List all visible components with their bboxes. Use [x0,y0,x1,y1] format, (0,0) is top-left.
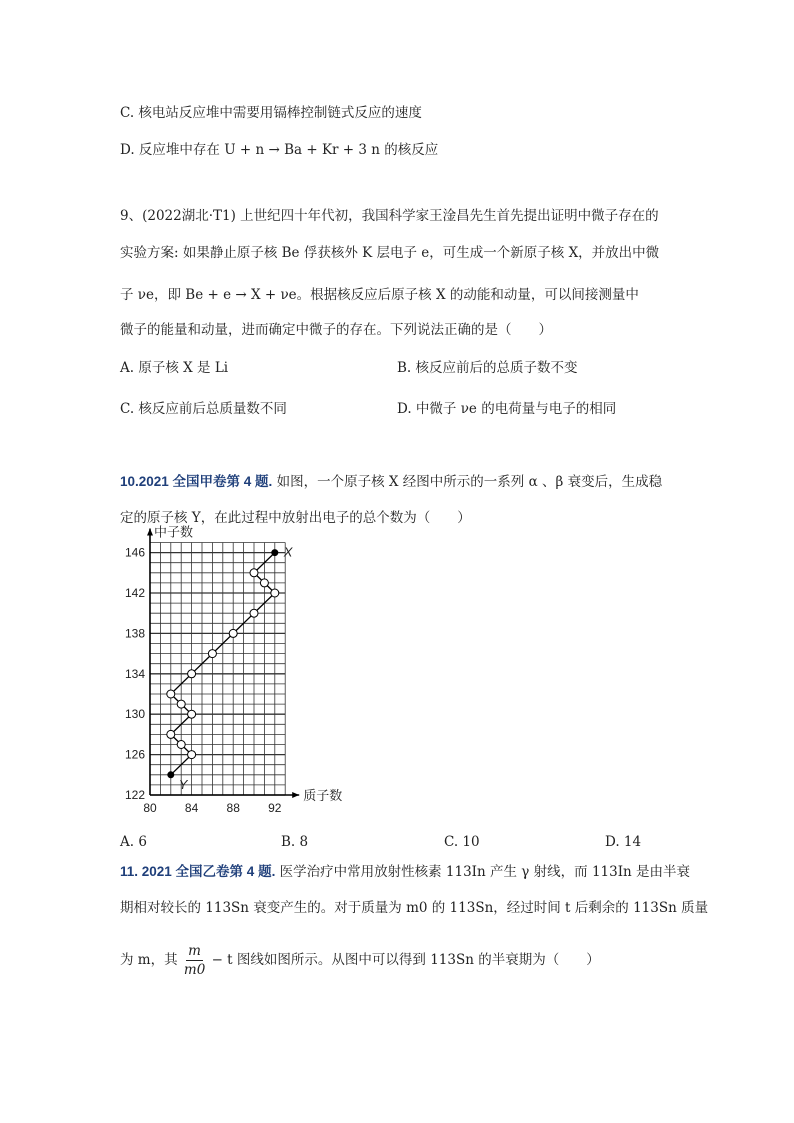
q9-option-b: B. 核反应前后的总质子数不变 [397,360,578,376]
mass-ratio-fraction: $\frac{m}{m0}$ [183,943,206,978]
decay-chart [115,524,355,825]
q11-line-1: 11. 2021 全国乙卷第 4 题. 医学治疗中常用放射性核素 113In 产生 γ 射线，而 113In 是由半衰 [120,864,691,880]
y-axis-label: 中子数 [154,524,194,540]
q10-header: 10.2021 全国甲卷第 4 题. [120,474,273,489]
q9-line-3: 子 νe，即 Be + e → X + νe。根据核反应后原子核 X 的动能和动量，可以间接测量中 [120,287,639,303]
x-axis-label: 质子数 [303,788,343,803]
q9-line-2: 实验方案: 如果静止原子核 Be 俘获核外 K 层电子 e，可生成一个新原子核 X，并放出中微 [120,245,660,261]
decay-point [250,609,258,617]
x-tick-label: 80 [143,801,157,815]
x-tick-label: 88 [226,801,240,815]
decay-point [188,710,196,718]
q8-option-c: C. 核电站反应堆中需要用镉棒控制链式反应的速度 [120,105,422,121]
decay-point [177,741,185,749]
y-tick-label: 126 [124,747,145,762]
decay-point [167,690,175,698]
q10-option-c: C. 10 [444,834,480,850]
decay-point [229,629,237,637]
nucleus-endpoint [272,550,278,556]
q11-line-3: 为 m，其 $\frac{m}{m0}$ − t 图线如图所示。从图中可以得到 113Sn 的半衰期为（ ） [120,943,600,978]
q8-option-d: D. 反应堆中存在 U + n → Ba + Kr + 3 n 的核反应 [120,142,439,158]
q9-option-d: D. 中微子 νe 的电荷量与电子的相同 [397,401,617,417]
q9-line-1: 9、(2022湖北·T1) 上世纪四十年代初，我国科学家王淦昌先生首先提出证明中微子存在的 [120,208,659,224]
q10-line-2: 定的原子核 Y，在此过程中放射出电子的总个数为（ ） [120,510,471,526]
decay-point [250,569,258,577]
q8-equation: U + n → Ba + Kr + 3 n [224,142,380,158]
decay-point [271,589,279,597]
nucleus-x-label: X [283,544,293,560]
q11-line-2: 期相对较长的 113Sn 衰变产生的。对于质量为 m0 的 113Sn，经过时间 t 后剩余的 113Sn 质量 [120,900,709,916]
y-tick-label: 122 [124,788,145,802]
decay-point [167,730,175,738]
y-tick-label: 146 [124,545,145,560]
y-tick-label: 134 [124,666,145,681]
q9-option-c: C. 核反应前后总质量数不同 [120,401,287,417]
y-tick-label: 142 [124,586,145,600]
x-tick-label: 92 [268,801,282,815]
nucleus-endpoint [168,772,174,778]
q10-option-a: A. 6 [120,834,147,850]
nucleus-y-label: Y [178,776,188,792]
y-tick-label: 130 [124,707,145,722]
decay-point [260,579,268,587]
decay-point [188,751,196,759]
q10-option-d: D. 14 [605,834,642,850]
q10-line-1: 10.2021 全国甲卷第 4 题. 如图，一个原子核 X 经图中所示的一系列 α 、β 衰变后，生成稳 [120,474,663,490]
y-axis-arrow [147,529,153,536]
x-axis-arrow [292,792,299,798]
q11-header: 11. 2021 全国乙卷第 4 题. [120,864,276,879]
decay-point [188,670,196,678]
x-tick-label: 84 [184,801,199,815]
decay-point [208,650,216,658]
y-tick-label: 138 [124,626,145,641]
q10-option-b: B. 8 [281,834,309,850]
q9-option-a: A. 原子核 X 是 Li [120,360,229,376]
decay-point [177,700,185,708]
q9-line-4: 微子的能量和动量，进而确定中微子的存在。下列说法正确的是（ ） [120,322,552,338]
